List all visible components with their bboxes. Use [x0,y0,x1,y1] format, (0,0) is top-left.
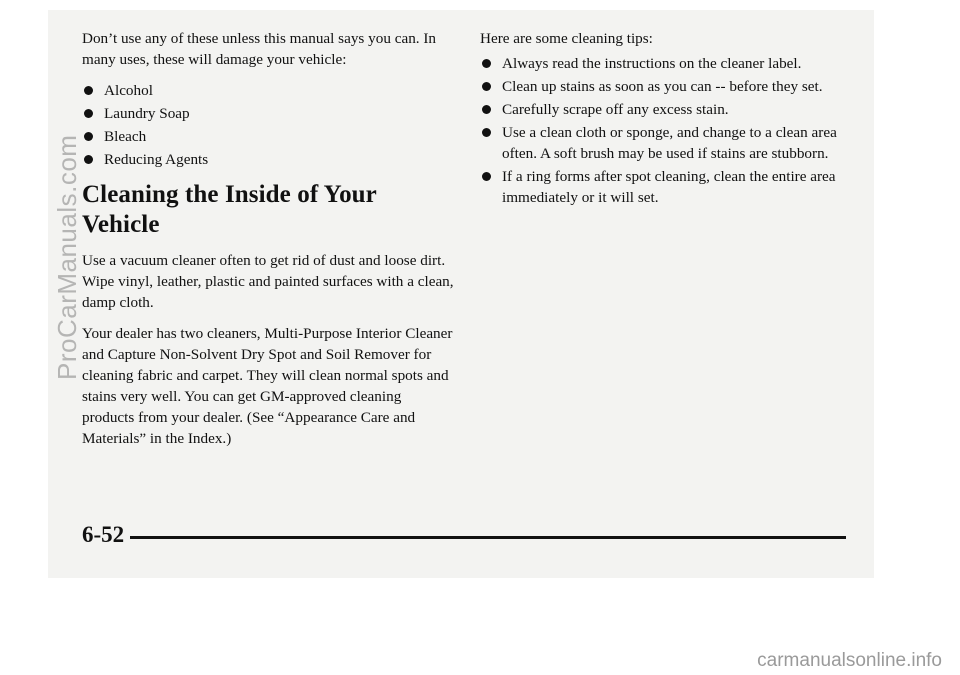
list-item [480,76,860,97]
list-item-text: Clean up stains as soon as you can -- before they set. [502,78,823,95]
list-item-text: Use a clean cloth or sponge, and change to a clean area often. A soft brush may be used if stains are stubborn. [502,124,837,162]
warning-intro: Don’t use any of these unless this manual says you can. In many uses, these will damage your vehicle: [82,30,437,68]
bullet-icon [84,86,93,95]
bullet-icon [482,82,491,91]
list-item-text: Carefully scrape off any excess stain. [502,101,729,118]
list-item [82,80,454,101]
page-footer [82,520,846,550]
bullet-icon [84,109,93,118]
harmful-substances-list [82,80,454,170]
bullet-icon [84,132,93,141]
list-item-text: Reducing Agents [104,151,209,168]
bullet-icon [482,172,491,181]
body-paragraph: Use a vacuum cleaner often to get rid of dust and loose dirt. Wipe vinyl, leather, plastic and painted surfaces with a clean, damp cloth. [82,252,454,311]
watermark: ProCarManuals.com [52,134,82,380]
list-item-text: Bleach [104,128,147,145]
bullet-icon [482,59,491,68]
body-paragraph: Your dealer has two cleaners, Multi-Purpose Interior Cleaner and Capture Non-Solvent Dry Spot and Soil Remover for cleaning fabric and carpet. They will clean normal spots and stains very well. You can get GM-approved cleaning products from your dealer. (See “Appearance Care and Materials” in the Index.) [82,325,453,447]
cleaning-tips-list [480,53,860,208]
list-item-text: If a ring forms after spot cleaning, clean the entire area immediately or it will set. [502,168,836,206]
bullet-icon [482,128,491,137]
bullet-icon [482,105,491,114]
list-item [82,126,454,147]
section-heading: Cleaning the Inside of Your Vehicle [82,181,377,238]
list-item-text: Alcohol [104,82,153,99]
list-item [82,103,454,124]
tips-intro: Here are some cleaning tips: [480,30,653,47]
site-watermark: carmanualsonline.info [757,650,942,671]
list-item [480,166,860,208]
right-column [480,28,860,210]
left-column [82,28,454,459]
list-item-text: Always read the instructions on the cleaner label. [502,55,802,72]
bullet-icon [84,155,93,164]
page-number: 6-52 [82,522,125,547]
list-item [480,99,860,120]
list-item-text: Laundry Soap [104,105,190,122]
footer-rule [130,536,846,539]
list-item [480,53,860,74]
list-item [480,122,860,164]
list-item [82,149,454,170]
